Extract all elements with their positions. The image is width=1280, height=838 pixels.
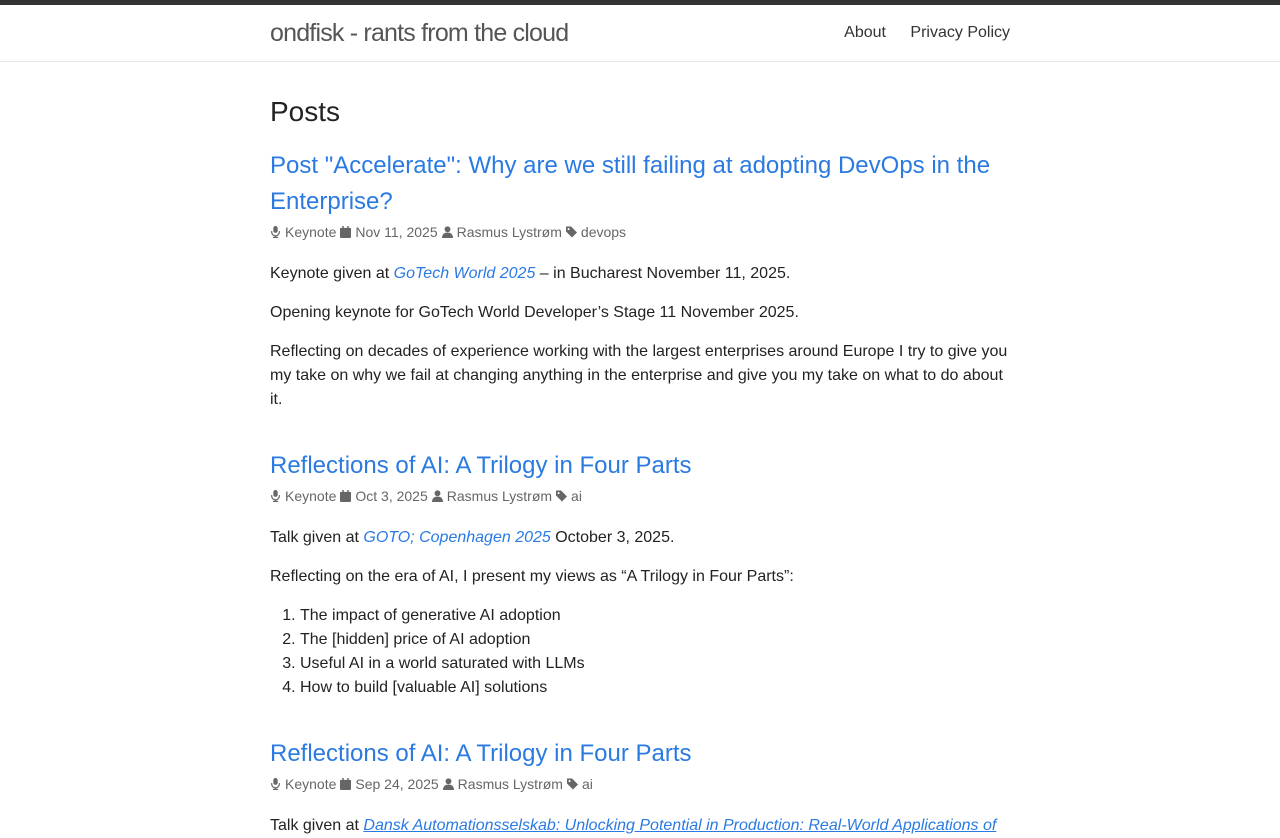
microphone-icon xyxy=(270,490,281,502)
post-author: Rasmus Lystrøm xyxy=(446,488,553,504)
paragraph-text: October 3, 2025. xyxy=(550,529,675,546)
post-category: Keynote xyxy=(285,488,337,504)
site-title-link[interactable]: ondfisk - rants from the cloud xyxy=(270,18,569,47)
user-icon xyxy=(442,226,453,238)
user-icon xyxy=(432,490,443,502)
post-title-link[interactable]: Post "Accelerate": Why are we still failing at adopting DevOps in the Enterprise? xyxy=(270,152,991,215)
tag-icon xyxy=(567,778,578,790)
tag-icon xyxy=(556,490,567,502)
page-title: Posts xyxy=(270,96,341,127)
event-link[interactable]: Dansk Automationsselskab: Unlocking Potential in Production: Real-World Applications of xyxy=(363,817,997,834)
microphone-icon xyxy=(270,226,281,238)
post-paragraph xyxy=(270,814,1010,838)
main-nav xyxy=(824,24,1010,42)
paragraph-text: Keynote given at xyxy=(270,265,394,282)
post-date: Nov 11, 2025 xyxy=(355,224,438,240)
post-meta xyxy=(270,776,1010,792)
post-paragraph: Opening keynote for GoTech World Developer’s Stage 11 November 2025. xyxy=(270,304,799,321)
post-author: Rasmus Lystrøm xyxy=(457,776,563,792)
main-content xyxy=(270,62,1010,838)
post-category: Keynote xyxy=(285,776,337,792)
post-list xyxy=(300,604,1010,700)
paragraph-text: Talk given at xyxy=(270,529,364,546)
post-item xyxy=(270,448,1010,700)
post-category: Keynote xyxy=(285,224,337,240)
post-tag[interactable]: ai xyxy=(581,776,593,792)
post-paragraph xyxy=(270,526,1010,550)
post-date: Sep 24, 2025 xyxy=(355,776,439,792)
post-paragraph: Reflecting on decades of experience working with the largest enterprises around Europe I try to give you my take on why we fail at changing anything in the enterprise and give you my take on what to do about it. xyxy=(270,343,1008,408)
post-tag[interactable]: ai xyxy=(571,488,582,504)
event-link[interactable]: GOTO; Copenhagen 2025 xyxy=(363,529,551,546)
tag-icon xyxy=(566,226,577,238)
list-item: 2. The [hidden] price of AI adoption xyxy=(300,628,1010,652)
post-tag[interactable]: devops xyxy=(580,224,627,240)
calendar-icon xyxy=(340,778,351,790)
site-header xyxy=(0,5,1280,62)
post-item xyxy=(270,736,1010,838)
paragraph-text: – in Bucharest November 11, 2025. xyxy=(535,265,791,282)
user-icon xyxy=(443,778,454,790)
nav-privacy-policy-link[interactable]: Privacy Policy xyxy=(910,24,1010,41)
microphone-icon xyxy=(270,778,281,790)
calendar-icon xyxy=(340,490,351,502)
list-item: 4. How to build [valuable AI] solutions xyxy=(300,676,1010,700)
post-title-link[interactable]: Reflections of AI: A Trilogy in Four Parts xyxy=(270,452,692,479)
post-item xyxy=(270,148,1010,412)
post-meta xyxy=(270,224,1010,240)
post-paragraph: Reflecting on the era of AI, I present my views as “A Trilogy in Four Parts”: xyxy=(270,568,794,585)
post-paragraph xyxy=(270,262,1010,286)
nav-about-link[interactable]: About xyxy=(844,24,886,41)
post-meta xyxy=(270,488,1010,504)
post-author: Rasmus Lystrøm xyxy=(456,224,562,240)
event-link[interactable]: GoTech World 2025 xyxy=(393,265,536,282)
calendar-icon xyxy=(340,226,351,238)
paragraph-text: Talk given at xyxy=(270,817,364,834)
post-title-link[interactable]: Reflections of AI: A Trilogy in Four Parts xyxy=(270,740,692,767)
list-item: 3. Useful AI in a world saturated with LLMs xyxy=(300,652,1010,676)
post-date: Oct 3, 2025 xyxy=(355,488,428,504)
list-item: 1. The impact of generative AI adoption xyxy=(300,604,1010,628)
